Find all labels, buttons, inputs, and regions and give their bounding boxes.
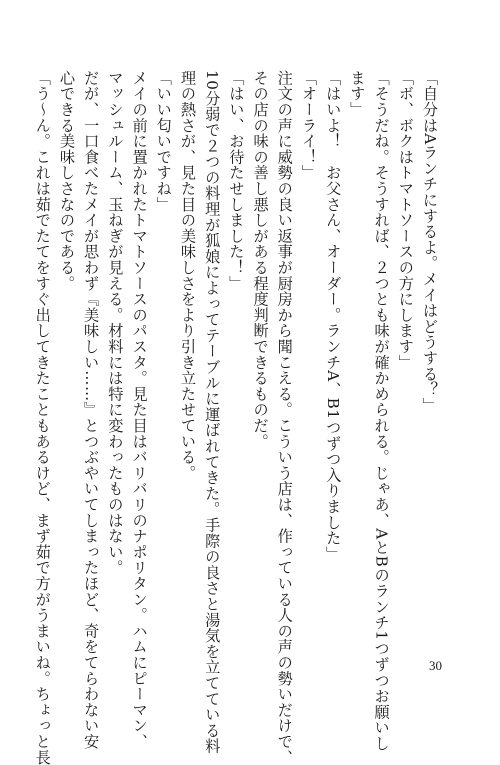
text-line: マッシュルーム、玉ねぎが見える。材料には特に変わったものはない。 <box>106 70 125 576</box>
text-line: 理の熱さが、見た目の美味しさをより引き立たせている。 <box>178 70 197 481</box>
text-line: 10分弱で２つの料理が狐娘によってテーブルに運ばれてきた。手際の良さと湯気を立てている料 <box>203 70 222 755</box>
text-line: 心できる美味しさなのである。 <box>57 70 76 292</box>
text-line: 「はいよ！ お父さん、オーダー。ランチA、B1つずつ入りました」 <box>324 70 343 562</box>
text-line: 「自分はAランチにするよ。メイはどうする？」 <box>421 70 439 414</box>
text-line: ます」 <box>348 70 367 118</box>
text-line: メイの前に置かれたトマトソースのパスタ。見た目はバリバリのナポリタン。ハムにピーマン、 <box>130 70 149 750</box>
page-number: 30 <box>429 658 442 673</box>
text-line: 「いい匂いですね」 <box>154 70 173 213</box>
text-line: 「はい、お待たせしました！」 <box>227 70 246 292</box>
text-line: 「う～ん。これは茹でたてをすぐ出してきたこともあるけど、まず茹で方がうまいね。ちょっと長 <box>33 70 52 765</box>
text-line: 「そうだね。そうすれば、２つとも味が確かめられる。じゃあ、AとBのランチ1つずつお願いし <box>372 70 391 752</box>
text-line: 「ボ、ボクはトマトソースの方にします」 <box>396 70 415 371</box>
text-line: その店の味の善し悪しがある程度判断できるものだ。 <box>251 70 270 450</box>
text-line: だが、一口食べたメイが思わず『美味しい……』とつぶやいてしまったほど、奇をてらわない安 <box>82 70 101 750</box>
text-line: 「オーライ！」 <box>299 70 318 181</box>
text-line: 注文の声に威勢の良い返事が厨房から聞こえる。こういう店は、作っている人の声の勢いだけで、 <box>275 70 294 765</box>
